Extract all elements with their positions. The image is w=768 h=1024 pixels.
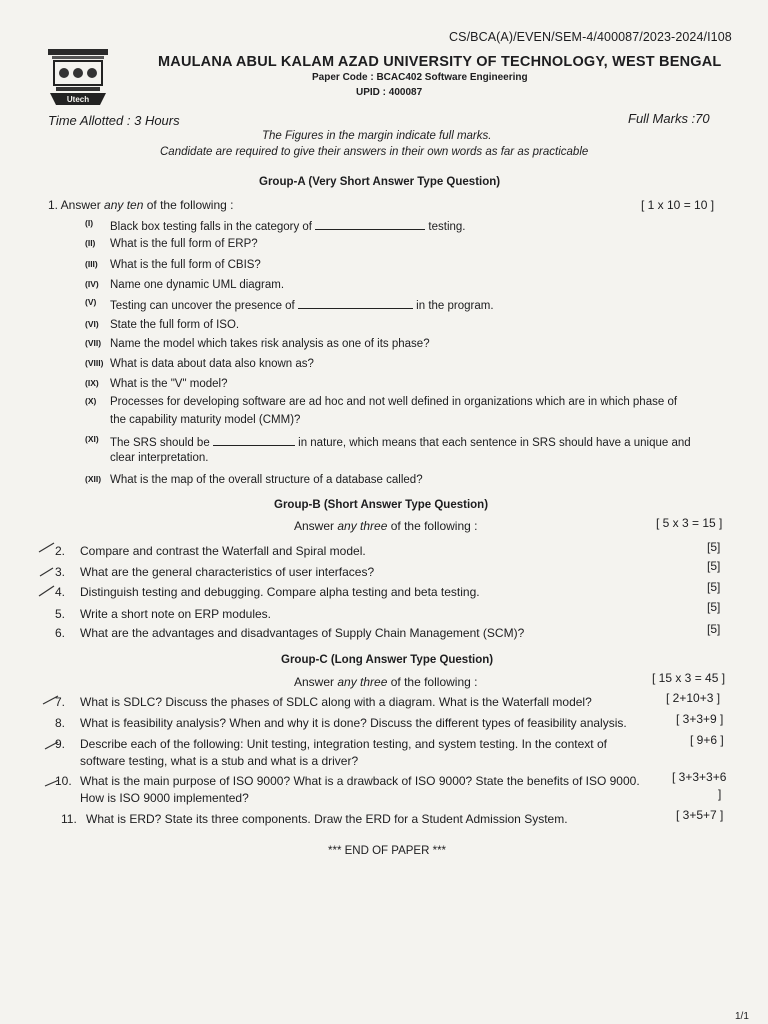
list-item: (I) Black box testing falls in the category of testing. bbox=[85, 218, 466, 233]
question-marks: [ 2+10+3 ] bbox=[666, 691, 721, 705]
list-item bbox=[85, 259, 685, 275]
question-item bbox=[55, 695, 695, 711]
list-item bbox=[85, 338, 685, 354]
group-a-heading: Group-A (Very Short Answer Type Question) bbox=[259, 176, 501, 188]
list-item bbox=[85, 279, 685, 295]
list-item bbox=[85, 319, 685, 335]
question-1-heading: 1. Answer any ten of the following : bbox=[48, 198, 234, 212]
item-number: (II) bbox=[85, 238, 96, 248]
question-marks: [5] bbox=[707, 580, 721, 594]
question-marks-close: ] bbox=[718, 787, 722, 801]
question-text: What is SDLC? Discuss the phases of SDLC along with a diagram. What is the Waterfall model? bbox=[80, 695, 592, 709]
question-text: What is the main purpose of ISO 9000? What is a drawback of ISO 9000? State the benefits of ISO 9000. bbox=[80, 774, 640, 788]
paper-code: Paper Code : BCAC402 Software Engineering bbox=[312, 72, 528, 83]
question-text-continued: software testing, what is a stub and what is a driver? bbox=[80, 754, 359, 768]
item-number: (V) bbox=[85, 297, 97, 307]
list-item bbox=[85, 358, 685, 374]
group-b-instruction: Answer any three of the following : bbox=[294, 519, 478, 533]
question-item bbox=[55, 737, 695, 771]
question-item bbox=[55, 565, 705, 581]
question-text: What are the advantages and disadvantages of Supply Chain Management (SCM)? bbox=[80, 626, 525, 640]
fill-blank bbox=[213, 434, 295, 446]
question-item bbox=[55, 585, 705, 601]
pen-tick-mark bbox=[44, 774, 62, 788]
question-item bbox=[55, 626, 705, 642]
item-number: (IV) bbox=[85, 279, 99, 289]
item-number: (XII) bbox=[85, 474, 102, 484]
item-number: (III) bbox=[85, 259, 98, 269]
item-text: What is the full form of ERP? bbox=[110, 238, 258, 250]
item-text: What is data about data also known as? bbox=[110, 358, 314, 370]
item-number: (VIII) bbox=[85, 358, 104, 368]
question-marks: [ 9+6 ] bbox=[690, 733, 724, 747]
full-marks: Full Marks :70 bbox=[628, 111, 710, 126]
question-item bbox=[55, 607, 705, 623]
item-number: (IX) bbox=[85, 378, 99, 388]
question-item bbox=[55, 716, 695, 732]
group-c-marks: [ 15 x 3 = 45 ] bbox=[652, 671, 726, 685]
item-text: What is the map of the overall structure of a database called? bbox=[110, 474, 423, 486]
item-text-continued: the capability maturity model (CMM)? bbox=[110, 414, 301, 426]
list-item bbox=[85, 378, 685, 394]
paper-reference-code: CS/BCA(A)/EVEN/SEM-4/400087/2023-2024/I108 bbox=[449, 30, 732, 44]
question-text: Compare and contrast the Waterfall and Spiral model. bbox=[80, 544, 366, 558]
group-b-heading: Group-B (Short Answer Type Question) bbox=[274, 499, 489, 511]
question-number: 11. bbox=[61, 812, 77, 826]
item-number: (I) bbox=[85, 218, 94, 228]
item-text: What is the "V" model? bbox=[110, 378, 228, 390]
question-item bbox=[55, 544, 705, 560]
pen-tick-mark bbox=[44, 737, 62, 751]
instruction-note-1: The Figures in the margin indicate full marks. bbox=[262, 130, 492, 142]
university-name: MAULANA ABUL KALAM AZAD UNIVERSITY OF TECHNOLOGY, WEST BENGAL bbox=[158, 54, 722, 70]
item-number: (X) bbox=[85, 396, 97, 406]
item-text: What is the full form of CBIS? bbox=[110, 259, 261, 271]
item-text: State the full form of ISO. bbox=[110, 319, 240, 331]
item-number: (VI) bbox=[85, 319, 99, 329]
question-marks: [5] bbox=[707, 600, 721, 614]
question-item bbox=[61, 812, 701, 828]
question-marks: [ 3+5+7 ] bbox=[676, 808, 724, 822]
group-a-marks: [ 1 x 10 = 10 ] bbox=[641, 198, 715, 212]
question-text: What is feasibility analysis? When and why it is done? Discuss the different types of feasibility analysis. bbox=[80, 716, 627, 730]
question-number: 2. bbox=[55, 544, 66, 558]
question-marks: [ 3+3+3+6 bbox=[672, 770, 727, 784]
group-c-heading: Group-C (Long Answer Type Question) bbox=[281, 654, 494, 666]
item-text: Name one dynamic UML diagram. bbox=[110, 279, 285, 291]
question-number: 4. bbox=[55, 585, 66, 599]
pen-tick-mark bbox=[42, 693, 60, 707]
group-c-instruction: Answer any three of the following : bbox=[294, 675, 478, 689]
question-number: 7. bbox=[55, 695, 66, 709]
question-number: 3. bbox=[55, 565, 66, 579]
svg-text:Utech: Utech bbox=[66, 95, 90, 104]
question-marks: [5] bbox=[707, 622, 721, 636]
fill-blank bbox=[315, 218, 425, 230]
item-number: (XI) bbox=[85, 434, 99, 444]
question-marks: [5] bbox=[707, 540, 721, 554]
question-item bbox=[55, 774, 695, 808]
question-text: What is ERD? State its three components. Draw the ERD for a Student Admission System. bbox=[86, 812, 568, 826]
group-b-marks: [ 5 x 3 = 15 ] bbox=[656, 516, 723, 530]
list-item: (V) Testing can uncover the presence of in the program. bbox=[85, 297, 494, 312]
question-text: Distinguish testing and debugging. Compare alpha testing and beta testing. bbox=[80, 585, 480, 599]
list-item bbox=[85, 396, 725, 430]
question-marks: [ 3+3+9 ] bbox=[676, 712, 724, 726]
university-logo bbox=[44, 47, 112, 109]
question-text: Write a short note on ERP modules. bbox=[80, 607, 271, 621]
question-number: 8. bbox=[55, 716, 66, 730]
pen-tick-mark bbox=[38, 584, 56, 598]
question-text: Describe each of the following: Unit testing, integration testing, and system testing. In the context of bbox=[80, 737, 607, 751]
question-text-continued: How is ISO 9000 implemented? bbox=[80, 791, 249, 805]
time-allotted: Time Allotted : 3 Hours bbox=[48, 113, 180, 128]
upid: UPID : 400087 bbox=[356, 87, 423, 98]
question-number: 9. bbox=[55, 737, 66, 751]
instruction-note-2: Candidate are required to give their answers in their own words as far as practicable bbox=[160, 146, 589, 158]
question-text: What are the general characteristics of user interfaces? bbox=[80, 565, 375, 579]
question-number: 5. bbox=[55, 607, 66, 621]
item-text: Processes for developing software are ad hoc and not well defined in organizations which are in which phase of bbox=[110, 396, 678, 408]
question-number: 10. bbox=[55, 774, 72, 788]
pen-tick-mark bbox=[38, 564, 56, 578]
fill-blank bbox=[298, 297, 413, 309]
item-text: Name the model which takes risk analysis as one of its phase? bbox=[110, 338, 430, 350]
question-marks: [5] bbox=[707, 559, 721, 573]
item-text-continued: clear interpretation. bbox=[110, 452, 209, 464]
list-item: (XI) The SRS should be in nature, which means that each sentence in SRS should have a unique and clear interpretation. bbox=[85, 434, 691, 464]
page-number: 1/1 bbox=[735, 1011, 749, 1022]
pen-tick-mark bbox=[38, 540, 56, 554]
list-item bbox=[85, 474, 685, 490]
list-item bbox=[85, 238, 685, 254]
question-number: 6. bbox=[55, 626, 66, 640]
end-of-paper: *** END OF PAPER *** bbox=[328, 845, 447, 857]
item-number: (VII) bbox=[85, 338, 102, 348]
